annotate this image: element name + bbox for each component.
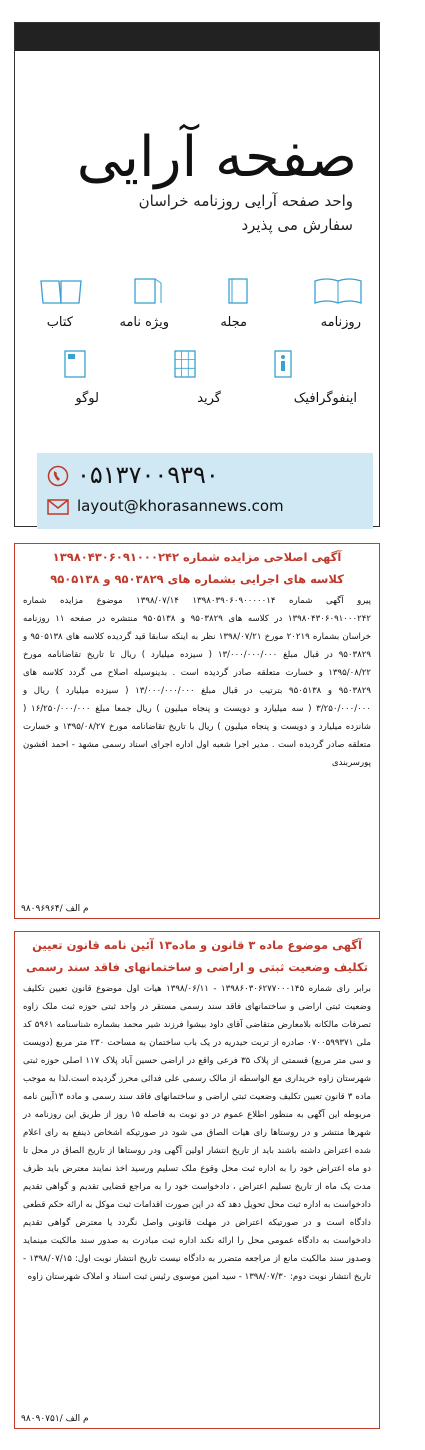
- phone-number[interactable]: ۰۵۱۳۷۰۰۹۳۹۰: [77, 461, 219, 489]
- notice2-code: ۹۸۰۹۰۷۵۱/ م الف: [21, 1414, 89, 1424]
- notice1-heading-line1: آگهی اصلاحی مزایده شماره ۱۳۹۸۰۴۳۰۶۰۹۱۰۰۰۲۴۲: [52, 550, 342, 564]
- newspaper-icon: [313, 277, 363, 305]
- ad-title: صفحه آرایی: [76, 125, 357, 190]
- land-registration-notice: [14, 931, 380, 1429]
- service-label-special-issue: ویژه نامه: [119, 315, 169, 330]
- ad-header-bar: [15, 23, 379, 51]
- magazine-icon: [227, 277, 249, 305]
- ad-subtitle-unit: واحد صفحه آرایی روزنامه خراسان: [138, 192, 353, 210]
- notice1-heading-line2: کلاسه های اجرایی بشماره های ۹۵۰۳۸۲۹ و ۹۵۰۵۱۳۸: [50, 572, 344, 586]
- grid-icon: [173, 349, 197, 379]
- ad-subtitle-orders: سفارش می پذیرد: [241, 216, 353, 234]
- service-label-grid: گرید: [197, 391, 221, 406]
- email-address[interactable]: layout@khorasannews.com: [77, 497, 284, 515]
- service-label-logo: لوگو: [75, 391, 99, 406]
- special-issue-icon: [133, 277, 163, 305]
- email-icon: [47, 499, 69, 515]
- auction-correction-notice: [14, 543, 380, 919]
- notice2-heading-line2: تکلیف وضعیت ثبتی و اراضی و ساختمانهای فاقد سند رسمی: [26, 960, 368, 974]
- notice1-code: ۹۸۰۹۶۹۶۴/ م الف: [21, 904, 89, 914]
- service-label-infographic: اینفوگرافیک: [293, 391, 357, 406]
- service-label-book: کتاب: [46, 315, 73, 330]
- notice1-body: پیرو آگهی شماره ۱۳۹۸۰۳۹۰۶۰۹۰۰۰۰۰۱۴ ۱۳۹۸/۰۷/۱۴ موضوع مزایده شماره ۱۳۹۸۰۴۳۰۶۰۹۱۰۰۰۲۴۲ در کلاسه های ۹۵۰۳۸۲۹ و ۹۵۰۵۱۳۸ منتشره در صفحه ۱۱ روزنامه خراسان بشماره ۲۰۲۱۹ مورخ ۱۳۹۸/۰۷/۲۱ نظر به اینکه سابقا قید گردیده کلاسه های ۹۵۰۵۱۳۸ و ۹۵۰۳۸۲۹ در قبال مبلغ ۱۳/۰۰۰/۰۰۰/۰۰۰ ( سیزده میلیارد ) ریال تا تاریخ تقاضانامه مورخ ۱۳۹۵/۰۸/۲۲ و خسارت متعلقه صادر گردیده است . بدینوسیله اصلاح می گردد کلاسه های ۹۵۰۳۸۲۹ و ۹۵۰۵۱۳۸ بترتیب در قبال مبلغ ۱۳/۰۰۰/۰۰۰/۰۰۰ ( سیزده میلیارد ) ریال و ۳/۲۵۰/۰۰۰/۰۰۰ ( سه میلیارد و دویست و پنجاه میلیون ) ریال جمعا مبلغ ۱۶/۲۵۰/۰۰۰/۰۰۰ ( شانزده میلیارد و دویست و پنجاه میلیون ) ریال با تاریخ تقاضانامه مورخ ۱۳۹۵/۰۸/۲۷ و خسارت متعلقه صادر گردیده است . مدیر اجرا شعبه اول اداره اجرای اسناد رسمی مشهد - احمد افشون پورسربندی: [23, 596, 372, 768]
- notice2-heading-line1: آگهی موضوع ماده ۳ قانون و ماده۱۳ آئین نامه قانون تعیین: [32, 938, 362, 952]
- book-icon: [39, 277, 83, 305]
- contact-panel: [37, 453, 373, 529]
- logo-icon: [63, 349, 87, 379]
- layout-service-ad: [14, 22, 380, 527]
- notice2-body: برابر رای شماره ۱۳۹۸۶۰۳۰۶۲۷۷۰۰۰۱۴۵ - ۱۳۹۸/۰۶/۱۱ هیات اول موضوع قانون تعیین تکلیف وضعیت ثبتی اراضی و ساختمانهای فاقد سند رسمی مستقر در واحد ثبتی حوزه ثبت ملک زاوه تصرفات مالکانه بلامعارض متقاضی آقای داود بیشوا فرزند شیر محمد بشماره شناسنامه ۵۹۶۱ کد ملی ۰۷۰۰۵۹۹۳۷۱ صادره از تربت حیدریه در یک باب ساختمان به مساحت ۲۳۰ متر مربع (دویست و سی متر مربع) قسمتی از پلاک ۳۵ فرعی واقع در اراضی حسین آباد پلاک ۱۱۷ اصلی حوزه ثبتی شهرستان زاوه خریداری مع الواسطه از مالک رسمی علی فدائی محرز گردیده است.لذا به موجب ماده ۳ قانون تعیین تکلیف وضعیت ثبتی اراضی و ساختمانهای فاقد سند رسمی و ماده ۱۳آیین نامه مربوطه این آگهی به منظور اطلاع عموم در دو نوبت به فاصله ۱۵ روز از طریق این روزنامه در شهرها منتشر و در روستاها رای هیات الصاق می شود در صورتیکه اشخاص ذینفع به رای اعلام شده اعتراض داشته باشند باید از تاریخ انتشار اولین آگهی ودر روستاها از تاریخ الصاق در محل تا دو ماه اعتراض خود را به اداره ثبت محل وقوع ملک تسلیم ورسید اخذ نمایند معترض باید ظرف مدت یک ماه از تاریخ تسلیم اعتراض ، دادخواست خود را به مراجع قضایی تقدیم و گواهی تقدیم دادخواست به اداره ثبت محل تحویل دهد که در این صورت اقدامات ثبت موکل به ارائه حکم قطعی دادگاه است و در صورتیکه اعتراض در مهلت قانونی واصل نگردد یا معترض گواهی تقدیم دادخواست به دادگاه عمومی محل را ارائه نکند اداره ثبت مبادرت به صدور سند مالکیت مینماید وصدور سند مالکیت مانع از مراجعه متضرر به دادگاه نیست تاریخ انتشار نوبت اول: ۱۳۹۸/۰۷/۱۵ - تاریخ انتشار نوبت دوم: ۱۳۹۸/۰۷/۳۰ - سید امین موسوی رئیس ثبت اسناد و املاک شهرستان زاوه: [23, 984, 372, 1282]
- infographic-icon: [273, 349, 293, 379]
- service-label-magazine: مجله: [220, 315, 247, 330]
- service-label-newspaper: روزنامه: [320, 315, 361, 330]
- phone-icon: [47, 465, 69, 487]
